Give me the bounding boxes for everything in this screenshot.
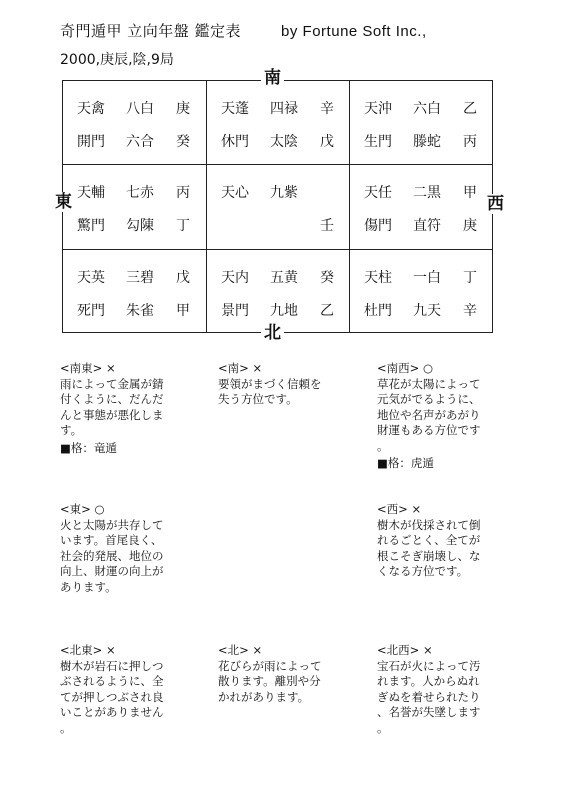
cell-top-line	[364, 98, 477, 118]
direction-label-bottom: 北	[261, 323, 284, 343]
stem-label: 辛	[463, 303, 477, 319]
stem-label: 甲	[463, 185, 477, 201]
cell-top-line	[221, 98, 334, 118]
gate-label: 杜門	[364, 303, 392, 319]
cell-top-line	[77, 182, 190, 202]
gate-label: 開門	[77, 134, 105, 150]
cell-bottom-line	[364, 131, 477, 151]
star-label: 天内	[221, 270, 249, 286]
stem-label: 庚	[176, 101, 190, 117]
stem-label: 丁	[463, 270, 477, 286]
note-mark: ×	[252, 361, 263, 375]
stem-label: 庚	[463, 218, 477, 234]
direction-label-top: 南	[261, 68, 284, 88]
note-text: 雨によって金属が錆 付くように、だんだ んと事態が悪化しま す。	[60, 376, 164, 437]
star-label: 天柱	[364, 270, 392, 286]
cell-bottom-line	[77, 131, 190, 151]
cell-bottom-line	[221, 300, 334, 320]
note-southwest	[377, 361, 481, 472]
number-label: 二黒	[413, 185, 441, 201]
number-label: 九紫	[270, 185, 298, 201]
cell-bottom-line	[77, 300, 190, 320]
note-ge: ■格：虎遁	[377, 456, 434, 470]
stem-label: 乙	[463, 101, 477, 117]
deity-label: 太陰	[270, 134, 298, 150]
note-text: 花びらが雨によって 散ります。離別や分 かれがあります。	[218, 658, 322, 704]
number-label: 一白	[413, 270, 441, 286]
note-text: 草花が太陽によって 元気がでるように、 地位や名声があがり 財運もある方位です 。	[377, 376, 481, 453]
number-label: 六白	[413, 101, 441, 117]
grid-cell-northwest	[350, 250, 492, 332]
cell-bottom-line	[77, 215, 190, 235]
star-label: 天輔	[77, 185, 105, 201]
gate-label: 驚門	[77, 218, 105, 234]
star-label: 天心	[221, 185, 249, 201]
note-text: 要領がまづく信頼を 失う方位です。	[218, 376, 322, 406]
number-label: 四禄	[270, 101, 298, 117]
note-west	[377, 502, 481, 580]
grid-cell-southwest	[350, 81, 492, 165]
deity-label: 滕蛇	[413, 134, 441, 150]
note-mark: ×	[105, 361, 116, 375]
direction-grid	[62, 80, 493, 333]
stem-label: 癸	[320, 270, 334, 286]
stem-label: 壬	[320, 218, 334, 234]
star-label: 天沖	[364, 101, 392, 117]
stem-label: 乙	[320, 303, 334, 319]
grid-cell-center	[207, 165, 350, 250]
note-mark: ○	[422, 361, 433, 375]
deity-label: 六合	[126, 134, 154, 150]
number-label: 八白	[126, 101, 154, 117]
grid-cell-west	[350, 165, 492, 250]
deity-label: 勾陳	[126, 218, 154, 234]
cell-top-line	[77, 98, 190, 118]
gate-label: 休門	[221, 134, 249, 150]
cell-top-line	[77, 267, 190, 287]
note-mark: ○	[94, 502, 105, 516]
stem-label: 丙	[463, 134, 477, 150]
note-south	[218, 361, 322, 408]
gate-label: 生門	[364, 134, 392, 150]
note-direction: <東>	[60, 502, 91, 516]
note-heading	[377, 643, 481, 659]
note-northeast	[60, 643, 164, 736]
note-heading	[60, 643, 164, 659]
note-north	[218, 643, 322, 705]
note-direction: <西>	[377, 502, 408, 516]
gate-label: 景門	[221, 303, 249, 319]
note-heading	[60, 361, 164, 377]
note-ge: ■格：竜遁	[60, 440, 117, 455]
grid-cell-northeast	[63, 250, 207, 332]
deity-label: 九天	[413, 303, 441, 319]
cell-bottom-line	[221, 131, 334, 151]
note-heading	[377, 502, 481, 518]
note-mark: ×	[252, 643, 263, 657]
star-label: 天禽	[77, 101, 105, 117]
note-direction: <北西>	[377, 643, 420, 657]
star-label: 天英	[77, 270, 105, 286]
direction-label-right: 西	[484, 194, 507, 214]
note-direction: <南東>	[60, 361, 103, 375]
note-direction: <南西>	[377, 361, 420, 375]
star-label: 天蓬	[221, 101, 249, 117]
grid-cell-south	[207, 81, 350, 165]
cell-top-line	[221, 267, 334, 287]
cell-bottom-line	[364, 215, 477, 235]
note-heading	[60, 502, 164, 518]
note-text: 火と太陽が共存して います。首尾良く、 社会的発展、地位の 向上、財運の向上が あります。	[60, 517, 164, 594]
cell-top-line	[364, 267, 477, 287]
note-text: 宝石が火によって汚 れます。人からぬれ ぎぬを着せられたり 、名誉が失墜します 。	[377, 658, 481, 735]
note-text: 樹木が伐採されて倒 れるごとく、全てが 根こそぎ崩壊し、な くなる方位です。	[377, 517, 481, 578]
cell-top-line	[364, 182, 477, 202]
number-label: 七赤	[126, 185, 154, 201]
grid-cell-north	[207, 250, 350, 332]
cell-bottom-line	[221, 215, 334, 235]
grid-cell-southeast	[63, 81, 207, 165]
stem-label: 甲	[176, 303, 190, 319]
note-mark: ×	[411, 502, 422, 516]
number-label: 三碧	[126, 270, 154, 286]
note-mark: ×	[105, 643, 116, 657]
grid-cell-east	[63, 165, 207, 250]
number-label: 五黄	[270, 270, 298, 286]
deity-label: 直符	[413, 218, 441, 234]
chart-info: 2000,庚辰,陰,9局	[60, 52, 174, 68]
stem-label: 辛	[320, 101, 334, 117]
note-heading	[218, 643, 322, 659]
deity-label: 九地	[270, 303, 298, 319]
stem-label: 戊	[176, 270, 190, 286]
brand-text: by Fortune Soft Inc.,	[281, 23, 427, 40]
direction-label-left: 東	[52, 192, 75, 212]
note-heading	[218, 361, 322, 377]
stem-label: 戊	[320, 134, 334, 150]
stem-label: 丁	[176, 218, 190, 234]
page-title	[60, 20, 427, 41]
title-text: 奇門遁甲 立向年盤 鑑定表	[60, 22, 242, 40]
cell-top-line	[221, 182, 320, 202]
note-east	[60, 502, 164, 595]
stem-label: 丙	[176, 185, 190, 201]
deity-label: 朱雀	[126, 303, 154, 319]
stem-label: 癸	[176, 134, 190, 150]
note-northwest	[377, 643, 481, 736]
note-heading	[377, 361, 481, 377]
note-southeast	[60, 361, 164, 456]
note-direction: <南>	[218, 361, 249, 375]
gate-label: 傷門	[364, 218, 392, 234]
star-label: 天任	[364, 185, 392, 201]
cell-bottom-line	[364, 300, 477, 320]
note-mark: ×	[422, 643, 433, 657]
note-text: 樹木が岩石に押しつ ぶされるように、全 てが押しつぶされ良 いことがありません 。	[60, 658, 164, 735]
note-direction: <北>	[218, 643, 249, 657]
note-direction: <北東>	[60, 643, 103, 657]
gate-label: 死門	[77, 303, 105, 319]
